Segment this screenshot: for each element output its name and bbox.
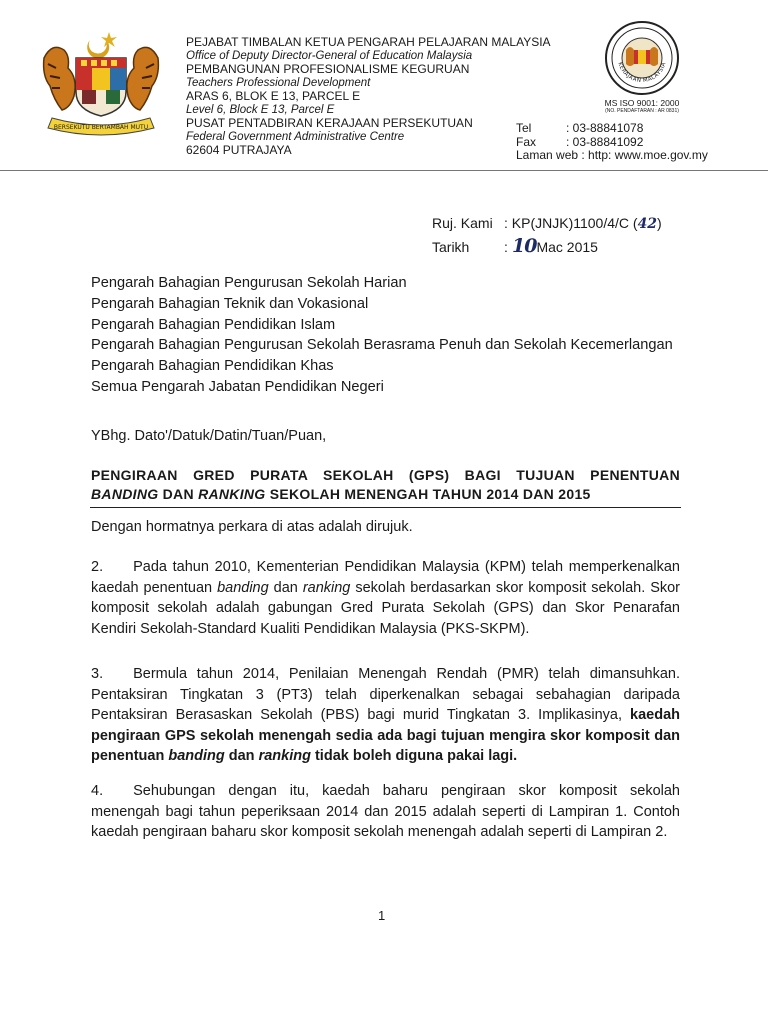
opening-sentence: Dengan hormatnya perkara di atas adalah dirujuk. <box>91 519 413 535</box>
subject-heading <box>91 466 680 504</box>
iso-label: MS ISO 9001: 2000 <box>604 98 680 108</box>
para-number: 4. <box>91 783 104 799</box>
ruj-prefix: : KP(JNJK)1100/4/C ( <box>504 215 638 231</box>
recipient-line: Pengarah Bahagian Pendidikan Khas <box>91 358 334 375</box>
reference-block <box>432 212 662 258</box>
iso-seal-logo <box>604 20 680 96</box>
tarikh-label: Tarikh <box>432 239 470 255</box>
subject-underline <box>90 507 681 508</box>
recipient-line: Pengarah Bahagian Teknik dan Vokasional <box>91 295 369 312</box>
recipient-line: Pengarah Bahagian Pendidikan Islam <box>91 316 336 333</box>
letterhead-address <box>186 36 551 158</box>
letterhead-divider <box>0 170 768 171</box>
header-line-3: PEMBANGUNAN PROFESIONALISME KEGURUAN <box>186 62 470 76</box>
paragraph-3: 3. Bermula tahun 2014, Penilaian Menengah Rendah (PMR) telah dimansuhkan. Pentaksiran Tingkatan 3 (PT3) telah diperkenalkan sebagai sebahagian daripada Pentaksiran Berasaskan Sekolah (PBS) bagi murid Tingkatan 3. Implikasinya, kaedah pengiraan GPS sekolah menengah sedia ada bagi tujuan mengira skor komposit dan penentuan banding dan ranking tidak boleh diguna pakai lagi. <box>91 666 680 764</box>
fax-value: : 03-88841092 <box>566 134 644 149</box>
header-line-2: Office of Deputy Director-General of Education Malaysia <box>186 49 473 62</box>
header-line-7: PUSAT PENTADBIRAN KERAJAAN PERSEKUTUAN <box>186 116 473 130</box>
header-line-5: ARAS 6, BLOK E 13, PARCEL E <box>186 89 361 103</box>
crest-ribbon-text: BERSEKUTU BERTAMBAH MUTU <box>53 124 149 131</box>
seal-text: KERAJAAN MALAYSIA <box>616 61 668 85</box>
fax-label: Fax <box>516 134 537 149</box>
recipient-line: Semua Pengarah Jabatan Pendidikan Negeri <box>91 378 384 395</box>
header-line-8: Federal Government Administrative Centre <box>186 130 405 143</box>
ruj-number-handwritten: 42 <box>637 216 658 232</box>
tel-value: : 03-88841078 <box>566 121 644 135</box>
header-line-1: PEJABAT TIMBALAN KETUA PENGARAH PELAJARAN MALAYSIA <box>186 35 551 49</box>
subject-rest: SEKOLAH MENENGAH TAHUN 2014 DAN 2015 <box>265 486 591 502</box>
contact-block <box>516 122 708 163</box>
iso-certification <box>596 99 688 114</box>
para-number: 3. <box>91 666 104 682</box>
date-month-year: Mac 2015 <box>536 239 598 255</box>
paragraph-4: 4. Sehubungan dengan itu, kaedah baharu pengiraan skor komposit sekolah menengah bagi tahun peperiksaan 2014 dan 2015 adalah seperti di Lampiran 1. Contoh kaedah pengiraan baharu skor komposit sekolah menengah adalah seperti di Lampiran 2. <box>91 783 680 840</box>
subject-banding: BANDING <box>91 486 159 502</box>
date-day-handwritten: 10 <box>512 235 537 257</box>
subject-dan: DAN <box>158 486 199 502</box>
page-number: 1 <box>378 908 386 923</box>
header-line-9: 62604 PUTRAJAYA <box>186 143 292 157</box>
ruj-suffix: ) <box>657 215 662 231</box>
website: Laman web : http: www.moe.gov.my <box>516 148 708 162</box>
coat-of-arms-logo <box>34 28 168 140</box>
header-line-6: Level 6, Block E 13, Parcel E <box>186 103 335 116</box>
tel-label: Tel <box>516 121 532 135</box>
paragraph-2: 2. Pada tahun 2010, Kementerian Pendidikan Malaysia (KPM) telah memperkenalkan kaedah penentuan banding dan ranking sekolah berdasarkan skor komposit sekolah. Skor komposit sekolah adalah gabungan Gred Purata Sekolah (GPS) dan Skor Penarafan Kendiri Sekolah-Standard Kualiti Pendidikan Malaysia (PKS-SKPM). <box>91 559 681 637</box>
ruj-label: Ruj. Kami <box>432 215 493 231</box>
recipient-line: Pengarah Bahagian Pengurusan Sekolah Berasrama Penuh dan Sekolah Kecemerlangan <box>91 337 673 354</box>
salutation: YBhg. Dato'/Datuk/Datin/Tuan/Puan, <box>91 428 327 444</box>
subject-ranking: RANKING <box>198 486 266 502</box>
recipient-list <box>91 273 673 398</box>
header-line-4: Teachers Professional Development <box>186 76 371 89</box>
recipient-line: Pengarah Bahagian Pengurusan Sekolah Harian <box>91 275 407 291</box>
iso-registration: (NO. PENDAFTARAN : AR 0831) <box>605 108 679 114</box>
tarikh-colon: : <box>504 239 508 255</box>
para-number: 2. <box>91 559 104 575</box>
subject-line-1: PENGIRAAN GRED PURATA SEKOLAH (GPS) BAGI TUJUAN PENENTUAN <box>91 467 680 483</box>
